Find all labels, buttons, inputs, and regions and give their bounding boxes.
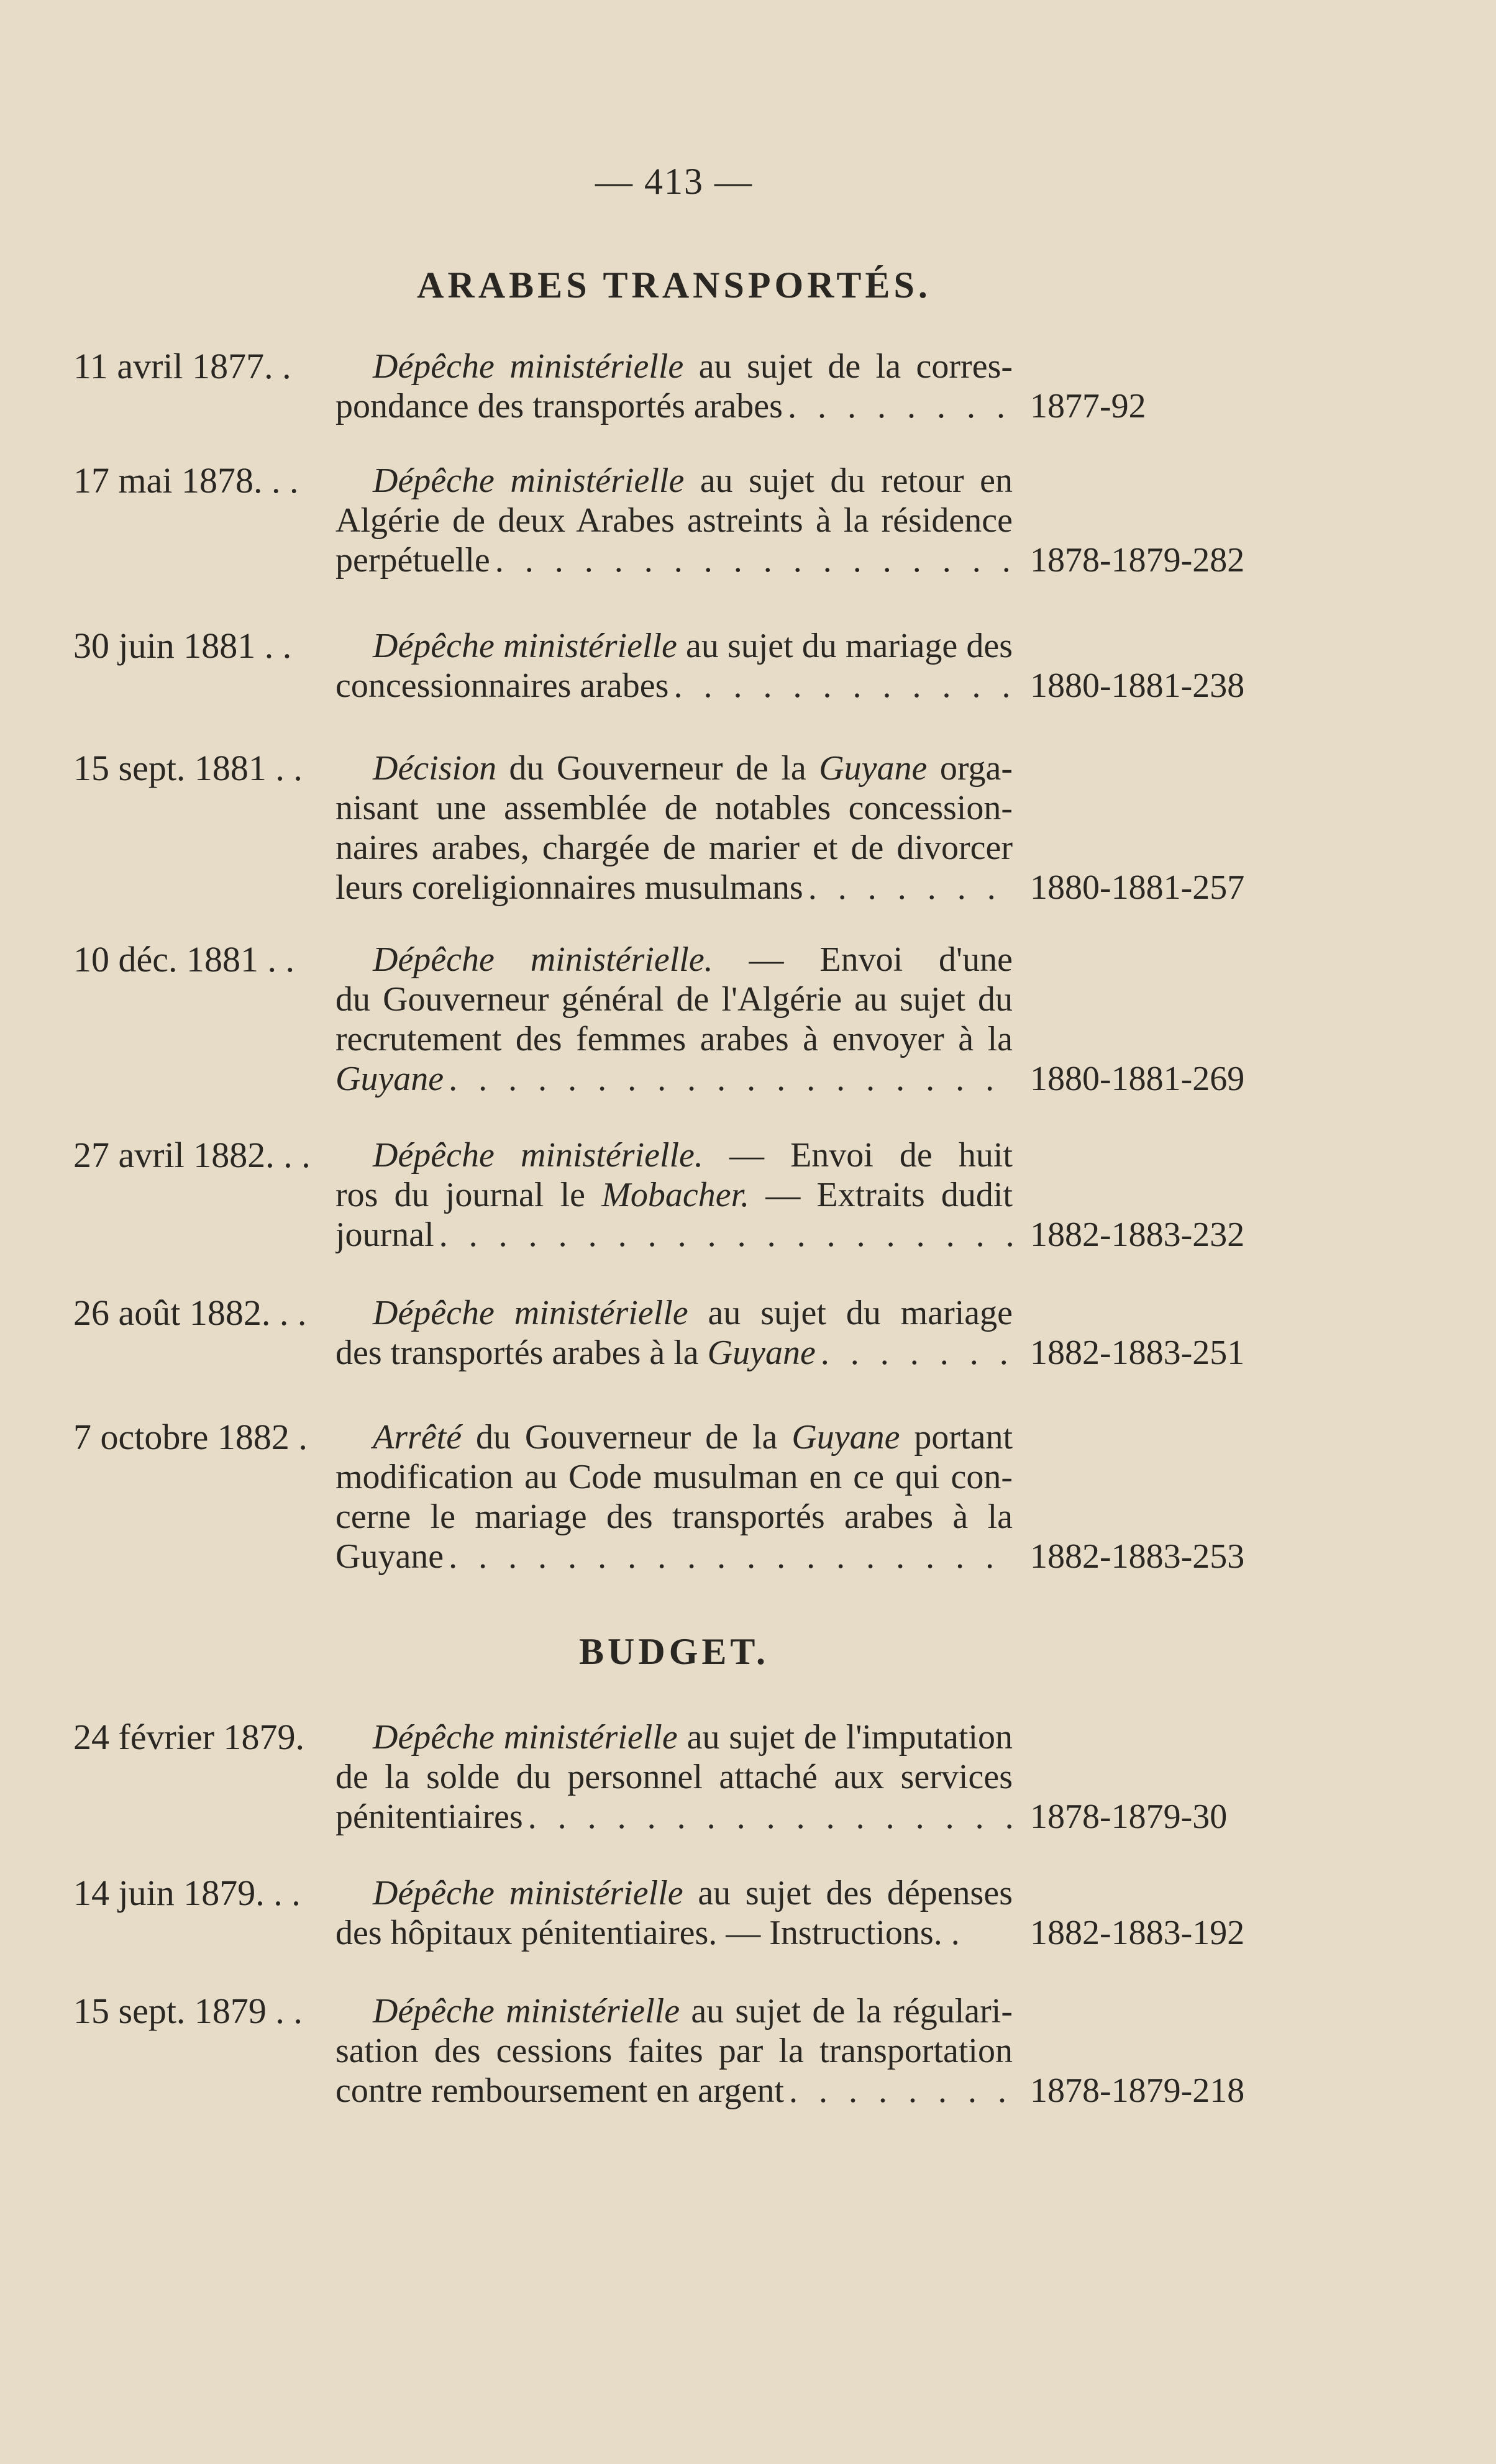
entry-reference: 1882-1883-253: [1030, 1537, 1245, 1576]
dot-leader: [490, 540, 1013, 580]
entry-date: 24 février 1879.: [73, 1717, 305, 1757]
entry-reference: 1880-1881-269: [1030, 1060, 1245, 1098]
dot-leader: [783, 386, 1013, 426]
desc-text: concessionnaires arabes: [335, 666, 669, 705]
desc-line: [335, 1135, 1013, 1175]
desc-line: [335, 1873, 1013, 1913]
desc-line: modification au Code musulman en ce qui con-: [335, 1458, 1013, 1496]
desc-text: leurs coreligionnaires musulmans: [335, 868, 803, 907]
desc-text: ros du journal le: [335, 1176, 602, 1214]
desc-line: Algérie de deux Arabes astreints à la résidence: [335, 501, 1013, 540]
dot-leader: [444, 1059, 1013, 1099]
entry-date: 30 juin 1881 . .: [73, 625, 292, 666]
desc-text: Guyane: [819, 749, 928, 788]
desc-text: Guyane: [335, 1537, 444, 1576]
desc-line: [335, 940, 1013, 980]
desc-text: au sujet du retour en: [684, 461, 1013, 500]
entry-reference: 1878-1879-218: [1030, 2071, 1245, 2110]
entry-description: [335, 1293, 1013, 1373]
desc-text: au sujet des dépenses: [683, 1874, 1013, 1912]
desc-text: Guyane: [707, 1334, 816, 1372]
entry-date: 27 avril 1882. . .: [73, 1135, 311, 1175]
desc-text: au sujet du mariage des: [677, 627, 1013, 665]
desc-text: Guyane: [791, 1418, 900, 1457]
desc-text: Dépêche ministérielle.: [373, 940, 713, 979]
entry-date: 11 avril 1877. .: [73, 346, 291, 386]
desc-text: pondance des transportés arabes: [335, 387, 783, 425]
entry-reference: 1880-1881-257: [1030, 868, 1245, 907]
dot-leader: [803, 868, 1013, 907]
page-number: — 413 —: [595, 161, 753, 202]
desc-text: du Gouverneur de la: [496, 749, 819, 788]
entry-description: [335, 1991, 1013, 2111]
desc-line: [335, 1717, 1013, 1757]
entry-date: 14 juin 1879. . .: [73, 1873, 301, 1913]
desc-line: [335, 386, 1013, 426]
desc-text: au sujet de l'imputation: [677, 1718, 1013, 1757]
desc-text: orga-: [927, 749, 1013, 788]
desc-line: [335, 347, 1013, 386]
desc-text: au sujet de la régulari-: [680, 1992, 1013, 2030]
section-heading: ARABES TRANSPORTÉS.: [417, 265, 931, 306]
desc-text: Dépêche ministérielle: [373, 1874, 683, 1912]
entry-reference: 1878-1879-30: [1030, 1798, 1228, 1836]
desc-text: Dépêche ministérielle: [373, 1718, 678, 1757]
entry-date: 26 août 1882. . .: [73, 1293, 307, 1333]
desc-line: [335, 1059, 1013, 1099]
desc-line: [335, 540, 1013, 580]
entry-description: [335, 1717, 1013, 1837]
desc-line: [335, 1417, 1013, 1457]
desc-text: Arrêté: [373, 1418, 462, 1457]
desc-line: naires arabes, chargée de marier et de divorcer: [335, 829, 1013, 867]
dot-leader: [444, 1537, 1013, 1576]
desc-text: Dépêche ministérielle: [373, 627, 677, 665]
desc-line: [335, 1797, 1013, 1837]
entry-date: 15 sept. 1881 . .: [73, 748, 303, 788]
entry-date: 10 déc. 1881 . .: [73, 939, 294, 980]
desc-text: des transportés arabes à la: [335, 1334, 708, 1372]
entry-date: 7 octobre 1882 .: [73, 1417, 308, 1457]
desc-text: Dépêche ministérielle: [373, 1294, 688, 1332]
desc-text: au sujet de la corres-: [683, 347, 1013, 386]
desc-line: [335, 1215, 1013, 1255]
desc-line: [335, 1333, 1013, 1373]
desc-text: au sujet du mariage: [688, 1294, 1013, 1332]
entry-reference: 1882-1883-251: [1030, 1334, 1245, 1372]
desc-line: des hôpitaux pénitentiaires. — Instructions. .: [335, 1914, 960, 1952]
entry-description: [335, 940, 1013, 1099]
desc-line: [335, 2071, 1013, 2111]
desc-text: Guyane: [335, 1060, 444, 1098]
section-heading: BUDGET.: [579, 1631, 769, 1672]
desc-text: [335, 1333, 816, 1373]
desc-line: [335, 1175, 1013, 1215]
desc-text: Mobacher.: [601, 1176, 750, 1214]
entry-date: 15 sept. 1879 . .: [73, 1991, 303, 2031]
desc-line: sation des cessions faites par la transportation: [335, 2032, 1013, 2070]
desc-text: — Envoi d'une: [749, 940, 1013, 979]
entry-description: [335, 626, 1013, 706]
desc-line: [335, 1293, 1013, 1333]
dot-leader: [668, 666, 1013, 706]
desc-text: du Gouverneur de la: [462, 1418, 792, 1457]
entry-description: [335, 461, 1013, 580]
desc-line: [335, 626, 1013, 666]
entry-reference: 1882-1883-192: [1030, 1914, 1245, 1952]
desc-text: portant: [900, 1418, 1013, 1457]
entry-reference: 1877-92: [1030, 387, 1146, 425]
desc-text: Décision: [373, 749, 497, 788]
dot-leader: [784, 2071, 1013, 2111]
desc-text: Dépêche ministérielle.: [373, 1136, 703, 1175]
desc-line: recrutement des femmes arabes à envoyer à la: [335, 1020, 1013, 1058]
desc-line: [335, 1537, 1013, 1576]
entry-reference: 1878-1879-282: [1030, 541, 1245, 580]
entry-description: [335, 1873, 1013, 1953]
desc-text: contre remboursement en argent: [335, 2071, 785, 2110]
desc-text: — Extraits dudit: [749, 1176, 1013, 1214]
desc-text: Dépêche ministérielle: [373, 461, 685, 500]
entry-description: [335, 1135, 1013, 1255]
dot-leader: [523, 1797, 1013, 1837]
entry-description: [335, 748, 1013, 907]
dot-leader: [816, 1333, 1013, 1373]
entry-reference: 1880-1881-238: [1030, 666, 1245, 705]
desc-line: [335, 748, 1013, 788]
entry-description: [335, 347, 1013, 426]
desc-text: journal: [335, 1216, 434, 1254]
desc-text: — Envoi de huit: [729, 1136, 1013, 1175]
entry-description: [335, 1417, 1013, 1576]
desc-line: cerne le mariage des transportés arabes à la: [335, 1498, 1013, 1536]
entry-date: 17 mai 1878. . .: [73, 460, 299, 501]
entry-reference: 1882-1883-232: [1030, 1216, 1245, 1254]
desc-text: Dépêche ministérielle: [373, 347, 684, 386]
desc-line: [335, 461, 1013, 501]
desc-text: pénitentiaires: [335, 1798, 523, 1836]
desc-line: du Gouverneur général de l'Algérie au sujet du: [335, 980, 1013, 1019]
desc-line: nisant une assemblée de notables concession-: [335, 789, 1013, 827]
desc-line: [335, 666, 1013, 706]
desc-line: [335, 1991, 1013, 2031]
dot-leader: [434, 1215, 1013, 1255]
desc-line: de la solde du personnel attaché aux services: [335, 1758, 1013, 1796]
desc-text: perpétuelle: [335, 541, 490, 580]
desc-text: Dépêche ministérielle: [373, 1992, 680, 2030]
desc-line: [335, 868, 1013, 907]
